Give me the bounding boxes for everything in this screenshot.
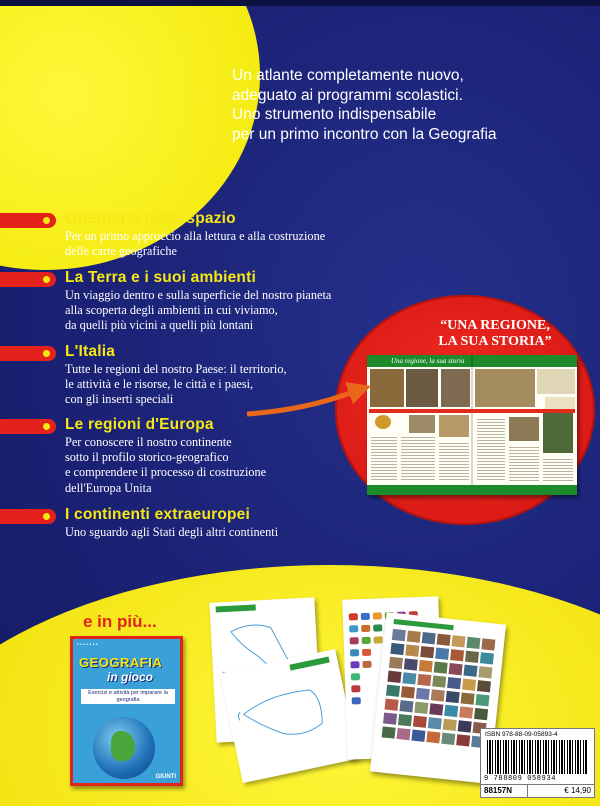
section-title: Le regioni d'Europa <box>65 416 214 433</box>
bullet-marker <box>0 213 56 228</box>
book-title-1: GEOGRAFIA <box>79 655 163 670</box>
extra-book-cover <box>70 636 183 786</box>
section-title: Orientarsi nello spazio <box>65 210 236 227</box>
bullet-marker <box>0 272 56 287</box>
section-description <box>65 229 395 259</box>
price: € 14,90 <box>564 786 591 795</box>
section-line: alla scoperta degli ambienti in cui viviamo, <box>65 303 278 318</box>
arrow-icon <box>245 370 375 425</box>
publisher-logo: GIUNTI <box>155 774 176 780</box>
section-title: La Terra e i suoi ambienti <box>65 269 256 286</box>
bullet-marker <box>0 346 56 361</box>
section-title: L'Italia <box>65 343 116 360</box>
barcode-icon <box>487 740 587 774</box>
book-subtitle: Esercizi e attività per imparare la geografia <box>81 689 175 704</box>
intro-line: Un atlante completamente nuovo, <box>232 67 464 84</box>
book-title-2: in gioco <box>107 670 153 684</box>
bullet-marker <box>0 509 56 524</box>
feature-title-line: LA SUA STORIA” <box>438 334 552 349</box>
section-line: Per un primo approccio alla lettura e alla costruzione <box>65 229 326 243</box>
section-line: dell'Europa Unita <box>65 480 152 495</box>
product-code: 88157N <box>484 786 513 795</box>
extras-label: e in più... <box>83 612 157 631</box>
section-description <box>65 525 395 540</box>
map-sheet-sicily <box>220 649 359 783</box>
section-title: I continenti extraeuropei <box>65 506 251 523</box>
section-line: Per conoscere il nostro continente <box>65 435 232 449</box>
section-line: sotto il profilo storico-geografico <box>65 450 229 465</box>
section-line: le attività e le risorse, le città e i paesi, <box>65 377 254 392</box>
sample-spread-image <box>367 355 577 495</box>
section-line: da quelli più vicini a quelli più lontani <box>65 318 254 333</box>
top-edge <box>0 0 600 6</box>
sicily-map-outline <box>220 649 359 783</box>
book-top-strip: • • • • • • • <box>77 642 98 648</box>
intro-text <box>232 66 562 144</box>
section-line: con gli inserti speciali <box>65 392 174 407</box>
intro-line: adeguato ai programmi scolastici. <box>232 86 463 104</box>
land-shape <box>111 731 135 761</box>
section-description <box>65 288 395 334</box>
intro-line: Uno strumento indispensabile <box>232 106 437 123</box>
code-price-row <box>481 784 594 797</box>
isbn-text: ISBN 978-88-09-05893-4 <box>485 731 558 738</box>
feature-title-line: “UNA REGIONE, <box>440 318 550 333</box>
bullet-marker <box>0 419 56 434</box>
barcode-digits: 9 788809 058934 <box>484 775 557 783</box>
section-line: Un viaggio dentro e sulla superficie del nostro pianeta <box>65 288 332 302</box>
section-line: delle carte geografiche <box>65 244 177 259</box>
section-line: Uno sguardo agli Stati degli altri continenti <box>65 525 279 539</box>
intro-line: per un primo incontro con la Geografia <box>232 125 497 143</box>
barcode-label <box>480 728 595 798</box>
section-line: Tutte le regioni del nostro Paese: il territorio, <box>65 362 287 376</box>
feature-title <box>415 318 575 350</box>
section-line: e comprendere il processo di costruzione <box>65 465 267 480</box>
spread-header: Una regione, la sua storia <box>391 357 465 365</box>
